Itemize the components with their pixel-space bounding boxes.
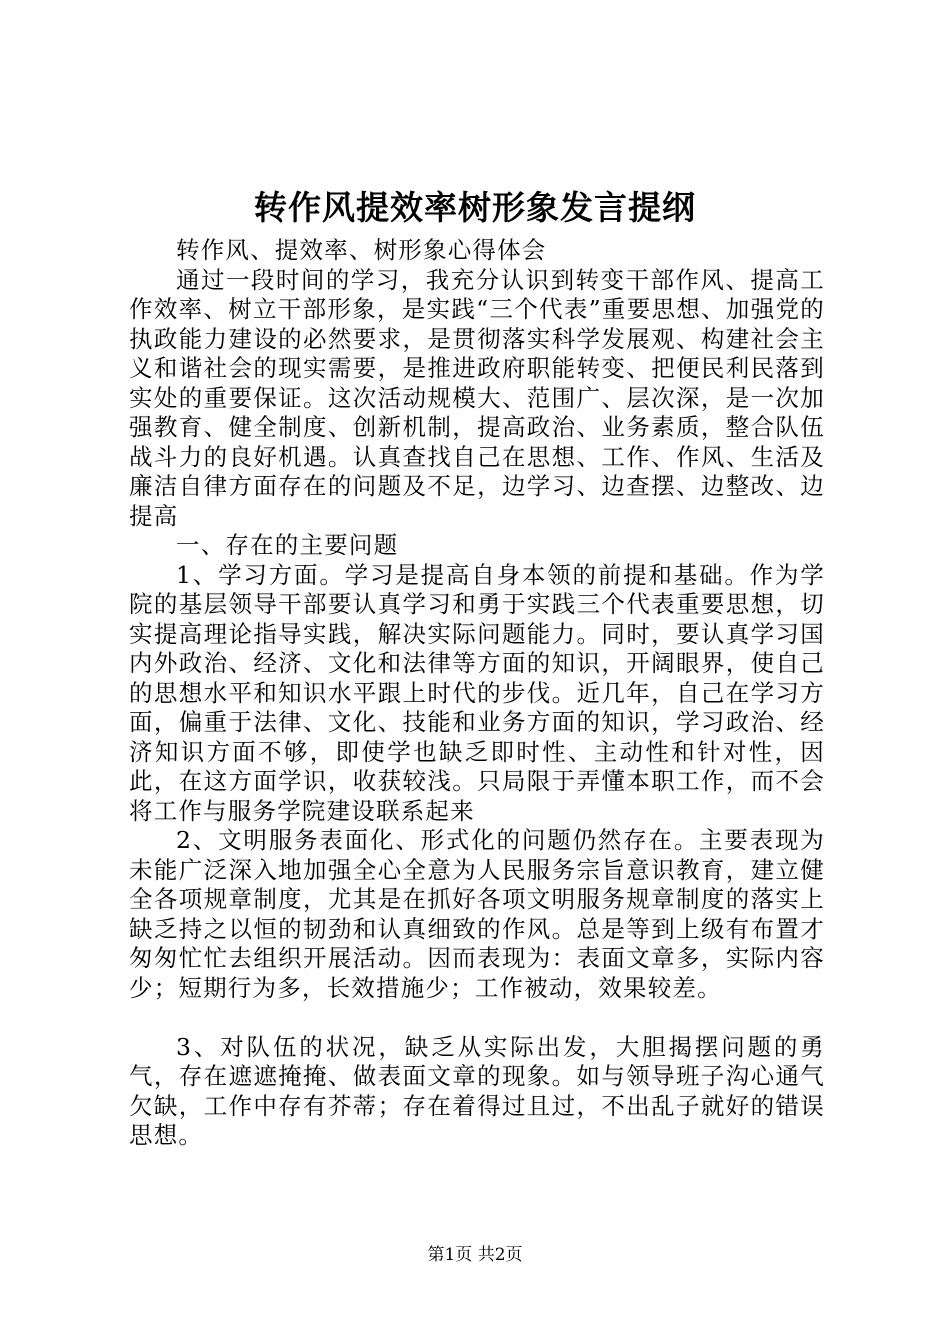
paragraph-item-1: 1、学习方面。学习是提高自身本领的前提和基础。作为学院的基层领导干部要认真学习和勇于实践三个代表重要思想，切实提高理论指导实践，解决实际问题能力。同时，要认真学习国内外政治、经济、文化和法律等方面的知识，开阔眼界，使自己的思想水平和知识水平跟上时代的步伐。近几年，自己在学习方面，偏重于法律、文化、技能和业务方面的知识，学习政治、经济知识方面不够，即使学也缺乏即时性、主动性和针对性，因此，在这方面学识，收获较浅。只局限于弄懂本职工作，而不会将工作与服务学院建设联系起来: [129, 560, 825, 825]
section-heading: 一、存在的主要问题: [176, 531, 399, 559]
page-footer: 第1页 共2页: [427, 1245, 523, 1265]
paragraph-item-3: 3、对队伍的状况，缺乏从实际出发，大胆揭摆问题的勇气，存在遮遮掩掩、做表面文章的现象。如与领导班子沟心通气欠缺，工作中存有芥蒂；存在着得过且过，不出乱子就好的错误思想。: [129, 1032, 825, 1149]
paragraph-intro: 通过一段时间的学习，我充分认识到转变干部作风、提高工作效率、树立干部形象，是实践“三个代表”重要思想、加强党的执政能力建设的必然要求，是贯彻落实科学发展观、构建社会主义和谐社会的现实需要，是推进政府职能转变、把便民利民落到实处的重要保证。这次活动规模大、范围广、层次深，是一次加强教育、健全制度、创新机制，提高政治、业务素质，整合队伍战斗力的良好机遇。认真查找自己在思想、工作、作风、生活及廉洁自律方面存在的问题及不足，边学习、边查摆、边整改、边提高: [129, 265, 825, 530]
paragraph-subtitle: 转作风、提效率、树形象心得体会: [176, 236, 547, 264]
paragraph-item-2: 2、文明服务表面化、形式化的问题仍然存在。主要表现为未能广泛深入地加强全心全意为人民服务宗旨意识教育，建立健全各项规章制度，尤其是在抓好各项文明服务规章制度的落实上缺乏持之以恒的韧劲和认真细致的作风。总是等到上级有布置才匆匆忙忙去组织开展活动。因而表现为：表面文章多，实际内容少；短期行为多，长效措施少；工作被动，效果较差。: [129, 826, 825, 1002]
document-body: [129, 236, 825, 1151]
document-title: 转作风提效率树形象发言提纲: [254, 188, 696, 227]
